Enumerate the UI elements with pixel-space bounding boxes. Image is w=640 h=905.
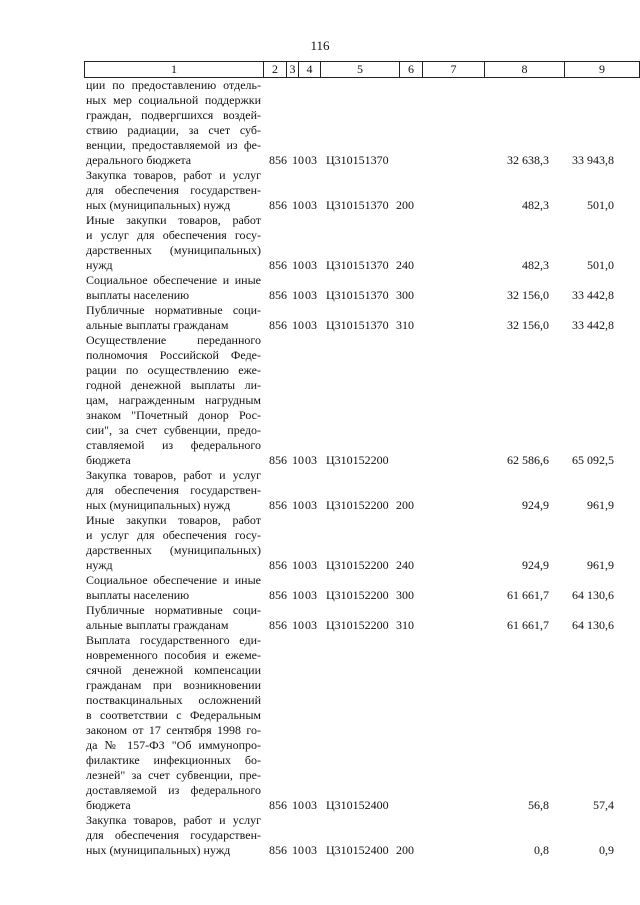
description-line: Иные закупки товаров, работ — [86, 213, 261, 227]
description-line: и услуг для обеспечения госу- — [86, 228, 261, 242]
amount-year-2: 65 092,5 — [572, 453, 614, 467]
code-subsection: 03 — [305, 453, 317, 467]
amount-year-1: 61 661,7 — [507, 618, 549, 632]
code-target-article: Ц310152200 — [326, 588, 389, 602]
code-subsection: 03 — [305, 843, 317, 857]
code-target-article: Ц310152200 — [326, 498, 389, 512]
description-line: дарственных (муниципальных) — [86, 243, 261, 257]
description-line: в соответствии с Федеральным — [86, 708, 261, 722]
code-ministry: 856 — [269, 843, 287, 857]
amount-year-2: 64 130,6 — [572, 588, 614, 602]
code-section: 10 — [292, 588, 304, 602]
description-line: для обеспечения государствен- — [86, 828, 261, 842]
description-line: Осуществление переданного — [86, 333, 261, 347]
table-row — [0, 603, 640, 633]
description-line: годной денежной выплаты ли- — [86, 378, 261, 392]
description-line: Закупка товаров, работ и услуг — [86, 468, 261, 482]
code-expense-type: 200 — [396, 498, 414, 512]
description-line: выплаты населению — [86, 588, 190, 602]
amount-year-2: 33 442,8 — [572, 318, 614, 332]
description-line: дарственных (муниципальных) — [86, 543, 261, 557]
code-target-article: Ц310152200 — [326, 558, 389, 572]
amount-year-1: 924,9 — [522, 558, 549, 572]
code-section: 10 — [292, 198, 304, 212]
page-number: 116 — [310, 38, 330, 53]
row-description — [86, 813, 261, 858]
table-row — [0, 273, 640, 303]
amount-year-2: 501,0 — [587, 258, 614, 272]
amount-year-2: 57,4 — [593, 798, 614, 812]
description-line: бюджета — [86, 798, 131, 812]
code-ministry: 856 — [269, 198, 287, 212]
row-description — [86, 168, 261, 213]
description-line: Иные закупки товаров, работ — [86, 513, 261, 527]
amount-year-1: 482,3 — [522, 258, 549, 272]
row-description — [86, 333, 261, 468]
code-ministry: 856 — [269, 588, 287, 602]
header-col-1: 1 — [84, 62, 263, 77]
header-col-3: 3 — [286, 62, 298, 77]
amount-year-1: 56,8 — [528, 798, 549, 812]
code-target-article: Ц310152200 — [326, 453, 389, 467]
amount-year-2: 33 442,8 — [572, 288, 614, 302]
description-line: поствакцинальных осложнений — [86, 693, 261, 707]
code-subsection: 03 — [305, 798, 317, 812]
row-description — [86, 213, 261, 273]
code-target-article: Ц310151370 — [326, 258, 389, 272]
code-section: 10 — [292, 498, 304, 512]
table-row — [0, 573, 640, 603]
amount-year-2: 64 130,6 — [572, 618, 614, 632]
description-line: ставляемой из федерального — [86, 438, 261, 452]
row-description — [86, 633, 261, 813]
code-target-article: Ц310152200 — [326, 618, 389, 632]
amount-year-1: 61 661,7 — [507, 588, 549, 602]
amount-year-1: 0,8 — [534, 843, 549, 857]
description-line: ных мер социальной поддержки — [86, 93, 261, 107]
description-line: ных (муниципальных) нужд — [86, 843, 231, 857]
description-line: ствию радиации, за счет суб- — [86, 123, 261, 137]
code-subsection: 03 — [305, 558, 317, 572]
code-section: 10 — [292, 453, 304, 467]
code-section: 10 — [292, 153, 304, 167]
header-col-7: 7 — [422, 62, 484, 77]
code-expense-type: 200 — [396, 198, 414, 212]
description-line: Выплата государственного еди- — [86, 633, 261, 647]
code-expense-type: 300 — [396, 288, 414, 302]
amount-year-2: 961,9 — [587, 498, 614, 512]
code-expense-type: 310 — [396, 318, 414, 332]
description-line: граждан, подвергшихся воздей- — [86, 108, 261, 122]
code-section: 10 — [292, 558, 304, 572]
code-ministry: 856 — [269, 558, 287, 572]
code-ministry: 856 — [269, 618, 287, 632]
code-expense-type: 240 — [396, 258, 414, 272]
code-subsection: 03 — [305, 498, 317, 512]
row-description — [86, 603, 261, 633]
code-expense-type: 240 — [396, 558, 414, 572]
amount-year-1: 482,3 — [522, 198, 549, 212]
description-line: лезней" за счет субвенции, пре- — [86, 768, 261, 782]
amount-year-2: 33 943,8 — [572, 153, 614, 167]
amount-year-1: 32 156,0 — [507, 288, 549, 302]
amount-year-2: 961,9 — [587, 558, 614, 572]
header-col-2: 2 — [263, 62, 286, 77]
description-line: сячной денежной компенсации — [86, 663, 261, 677]
description-line: цам, награжденным нагрудным — [86, 393, 261, 407]
table-row — [0, 813, 640, 858]
description-line: Публичные нормативные соци- — [86, 303, 261, 317]
description-line: полномочия Российской Феде- — [86, 348, 261, 362]
code-subsection: 03 — [305, 288, 317, 302]
header-col-9: 9 — [564, 62, 640, 77]
description-line: нужд — [86, 558, 113, 572]
description-line: выплаты населению — [86, 288, 190, 302]
code-subsection: 03 — [305, 618, 317, 632]
code-ministry: 856 — [269, 153, 287, 167]
description-line: альные выплаты гражданам — [86, 318, 229, 332]
description-line: бюджета — [86, 453, 131, 467]
amount-year-2: 501,0 — [587, 198, 614, 212]
description-line: дерального бюджета — [86, 153, 192, 167]
header-col-5: 5 — [320, 62, 399, 77]
code-section: 10 — [292, 288, 304, 302]
table-row — [0, 333, 640, 468]
description-line: сии", за счет субвенции, предо- — [86, 423, 261, 437]
code-section: 10 — [292, 843, 304, 857]
description-line: Закупка товаров, работ и услуг — [86, 168, 261, 182]
description-line: ции по предоставлению отдель- — [86, 78, 261, 92]
description-line: нужд — [86, 258, 113, 272]
description-line: филактике инфекционных бо- — [86, 753, 261, 767]
code-ministry: 856 — [269, 288, 287, 302]
description-line: знаком "Почетный донор Рос- — [86, 408, 261, 422]
description-line: рации по осуществлению еже- — [86, 363, 261, 377]
code-ministry: 856 — [269, 798, 287, 812]
amount-year-1: 32 156,0 — [507, 318, 549, 332]
table-row — [0, 78, 640, 168]
table-row — [0, 633, 640, 813]
code-subsection: 03 — [305, 258, 317, 272]
description-line: альные выплаты гражданам — [86, 618, 229, 632]
description-line: ных (муниципальных) нужд — [86, 198, 231, 212]
description-line: Социальное обеспечение и иные — [86, 273, 261, 287]
header-col-8: 8 — [484, 62, 564, 77]
code-ministry: 856 — [269, 258, 287, 272]
code-expense-type: 310 — [396, 618, 414, 632]
amount-year-1: 32 638,3 — [507, 153, 549, 167]
table-row — [0, 213, 640, 273]
amount-year-2: 0,9 — [599, 843, 614, 857]
table-row — [0, 168, 640, 213]
description-line: Социальное обеспечение и иные — [86, 573, 261, 587]
code-ministry: 856 — [269, 498, 287, 512]
description-line: законом от 17 сентября 1998 го- — [86, 723, 261, 737]
row-description — [86, 573, 261, 603]
code-target-article: Ц310151370 — [326, 318, 389, 332]
code-target-article: Ц310152400 — [326, 843, 389, 857]
description-line: ных (муниципальных) нужд — [86, 498, 231, 512]
row-description — [86, 468, 261, 513]
amount-year-1: 62 586,6 — [507, 453, 549, 467]
description-line: Публичные нормативные соци- — [86, 603, 261, 617]
code-expense-type: 200 — [396, 843, 414, 857]
code-target-article: Ц310151370 — [326, 153, 389, 167]
code-section: 10 — [292, 318, 304, 332]
code-ministry: 856 — [269, 318, 287, 332]
description-line: венции, предоставляемой из фе- — [86, 138, 261, 152]
row-description — [86, 303, 261, 333]
description-line: для обеспечения государствен- — [86, 483, 261, 497]
amount-year-1: 924,9 — [522, 498, 549, 512]
description-line: для обеспечения государствен- — [86, 183, 261, 197]
row-description — [86, 78, 261, 168]
description-line: новременного пособия и ежеме- — [86, 648, 261, 662]
description-line: Закупка товаров, работ и услуг — [86, 813, 261, 827]
row-description — [86, 273, 261, 303]
code-section: 10 — [292, 798, 304, 812]
description-line: да № 157-ФЗ "Об иммунопро- — [86, 738, 261, 752]
description-line: и услуг для обеспечения госу- — [86, 528, 261, 542]
code-ministry: 856 — [269, 453, 287, 467]
code-target-article: Ц310152400 — [326, 798, 389, 812]
code-target-article: Ц310151370 — [326, 198, 389, 212]
header-col-6: 6 — [399, 62, 422, 77]
code-section: 10 — [292, 258, 304, 272]
description-line: гражданам при возникновении — [86, 678, 261, 692]
table-header — [84, 61, 640, 78]
row-description — [86, 513, 261, 573]
table-row — [0, 513, 640, 573]
code-subsection: 03 — [305, 588, 317, 602]
description-line: доставляемой из федерального — [86, 783, 261, 797]
code-target-article: Ц310151370 — [326, 288, 389, 302]
code-section: 10 — [292, 618, 304, 632]
code-subsection: 03 — [305, 153, 317, 167]
code-subsection: 03 — [305, 318, 317, 332]
table-row — [0, 468, 640, 513]
table-row — [0, 303, 640, 333]
code-expense-type: 300 — [396, 588, 414, 602]
code-subsection: 03 — [305, 198, 317, 212]
header-col-4: 4 — [298, 62, 320, 77]
